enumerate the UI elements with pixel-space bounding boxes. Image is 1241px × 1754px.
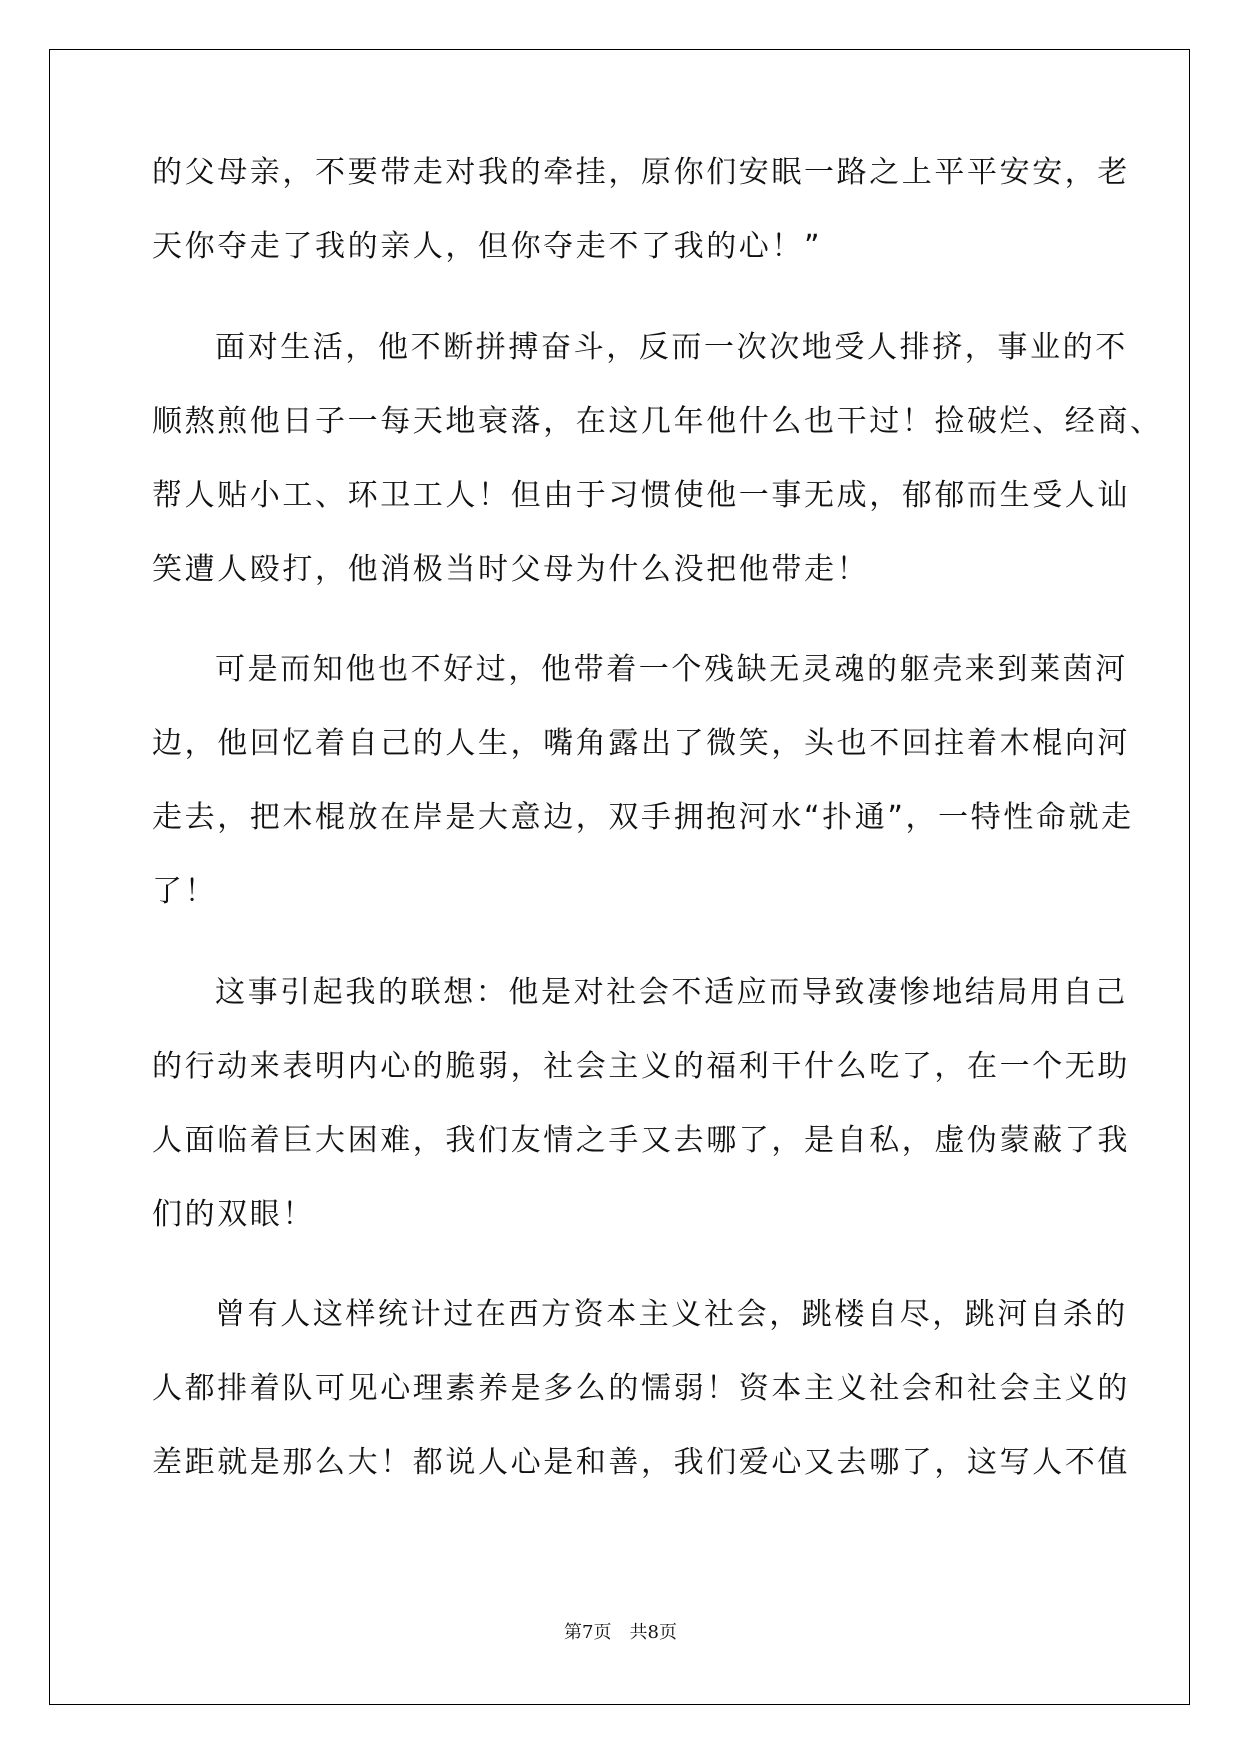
current-page-number: 第7页 [564,1622,612,1643]
text-line: 了！ [152,874,218,909]
text-line: 人面临着巨大困难，我们友情之手又去哪了，是自私，虚伪蒙蔽了我 [152,1123,1130,1158]
text-line: 边，他回忆着自己的人生，嘴角露出了微笑，头也不回拄着木棍向河 [152,726,1130,761]
text-line: 顺熬煎他日子一每天地衰落，在这几年他什么也干过！捡破烂、经商、 [152,404,1163,439]
text-line: 们的双眼！ [152,1197,315,1232]
paragraph-start-line: 面对生活，他不断拼搏奋斗，反而一次次地受人排挤，事业的不 [215,330,1128,365]
paragraph-start-line: 这事引起我的联想：他是对社会不适应而导致凄惨地结局用自己 [215,975,1128,1010]
text-line: 人都排着队可见心理素养是多么的懦弱！资本主义社会和社会主义的 [152,1371,1130,1406]
total-page-count: 共8页 [629,1622,677,1643]
page-footer [0,1618,1241,1644]
paragraph-start-line: 可是而知他也不好过，他带着一个残缺无灵魂的躯壳来到莱茵河 [215,652,1128,687]
text-line: 天你夺走了我的亲人，但你夺走不了我的心！” [152,229,823,264]
text-line: 的父母亲，不要带走对我的牵挂，原你们安眠一路之上平平安安，老 [152,155,1130,190]
text-line: 走去，把木棍放在岸是大意边，双手拥抱河水“扑通”，一特性命就走 [152,800,1134,835]
paragraph-start-line: 曾有人这样统计过在西方资本主义社会，跳楼自尽，跳河自杀的 [215,1297,1128,1332]
text-line: 差距就是那么大！都说人心是和善，我们爱心又去哪了，这写人不值 [152,1445,1130,1480]
text-line: 笑遭人殴打，他消极当时父母为什么没把他带走！ [152,552,870,587]
text-line: 帮人贴小工、环卫工人！但由于习惯使他一事无成，郁郁而生受人讪 [152,478,1130,513]
text-line: 的行动来表明内心的脆弱，社会主义的福利干什么吃了，在一个无助 [152,1049,1130,1084]
